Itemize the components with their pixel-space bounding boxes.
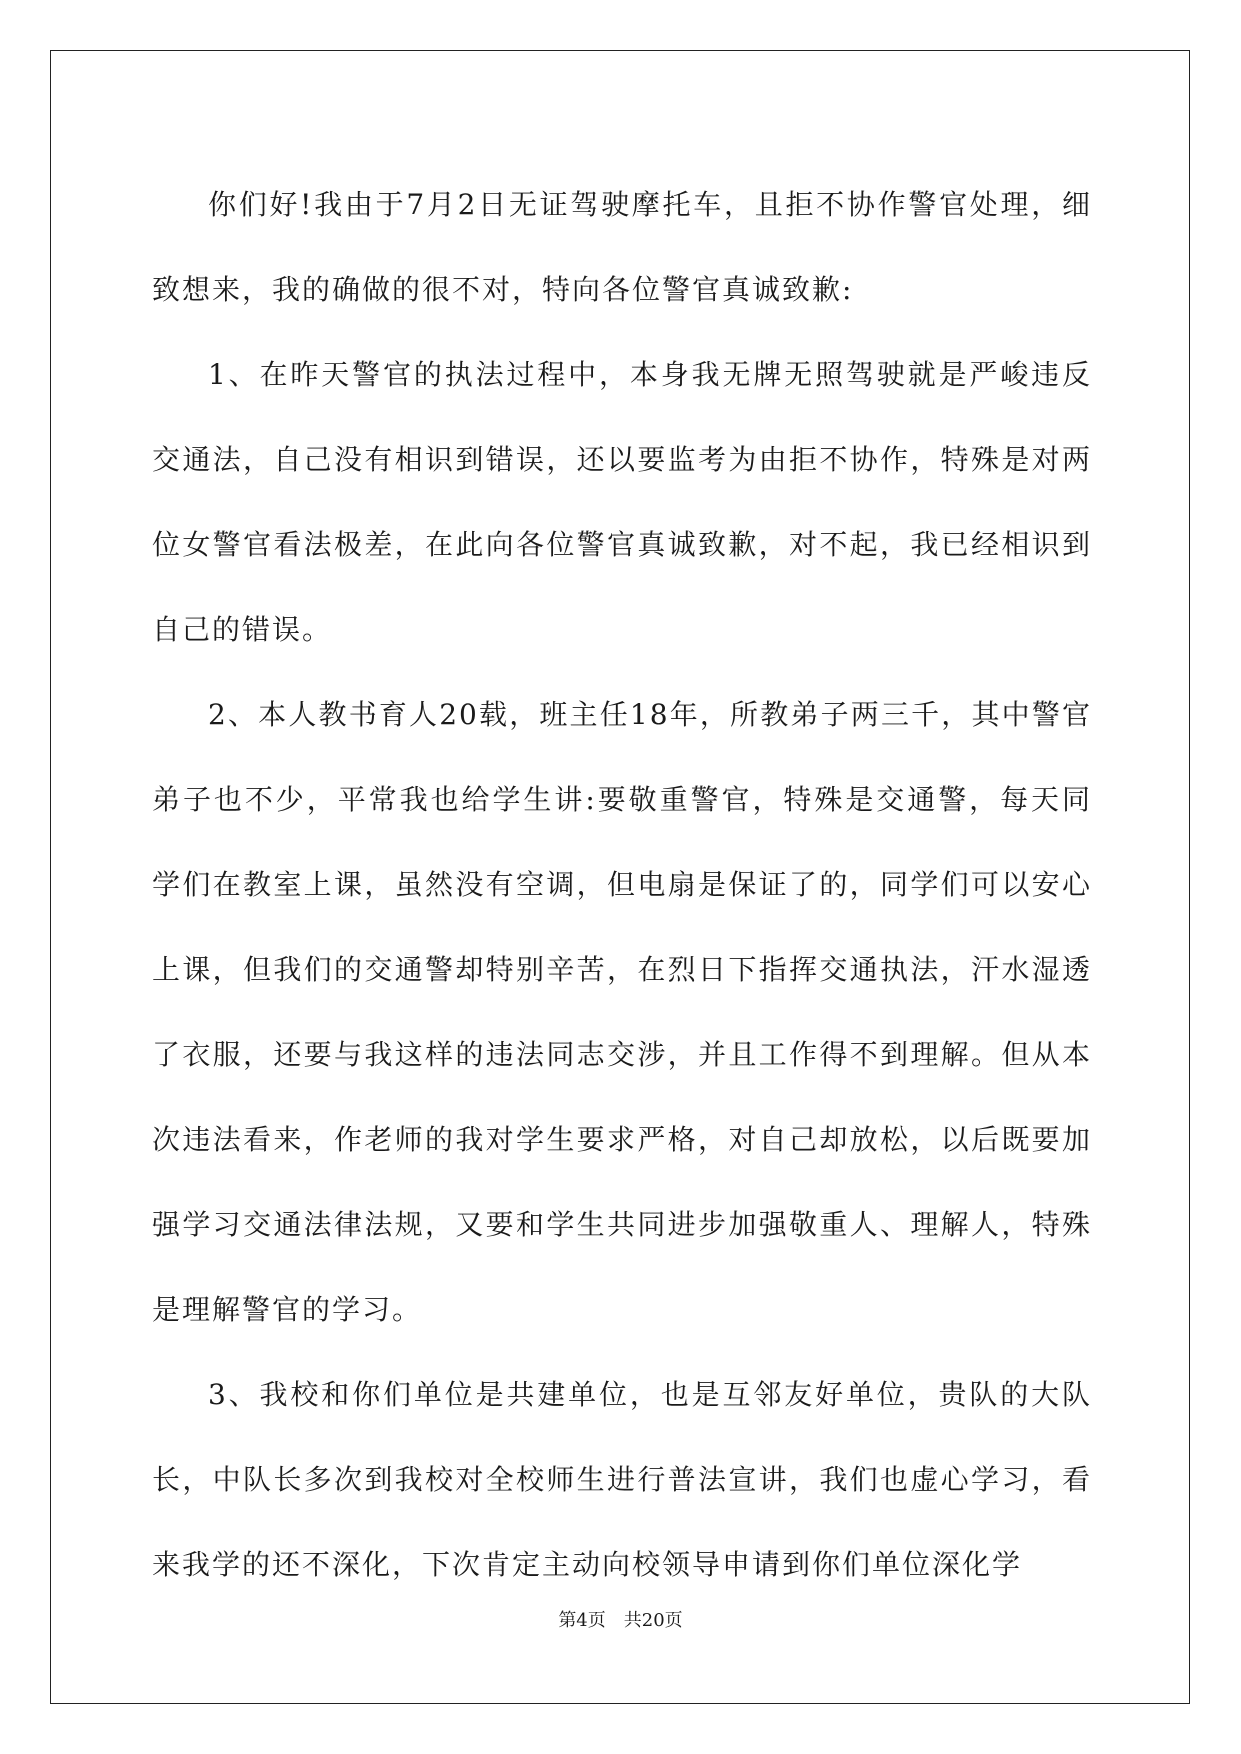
document-body [152, 162, 1092, 1607]
paragraph-point-1: 1、在昨天警官的执法过程中，本身我无牌无照驾驶就是严峻违反交通法，自己没有相识到错误，还以要监考为由拒不协作，特殊是对两位女警官看法极差，在此向各位警官真诚致歉，对不起，我已经相识到自己的错误。 [152, 358, 1092, 646]
paragraph-point-2: 2、本人教书育人20载，班主任18年，所教弟子两三千，其中警官弟子也不少，平常我也给学生讲:要敬重警官，特殊是交通警，每天同学们在教室上课，虽然没有空调，但电扇是保证了的，同学们可以安心上课，但我们的交通警却特别辛苦，在烈日下指挥交通执法，汗水湿透了衣服，还要与我这样的违法同志交涉，并且工作得不到理解。但从本次违法看来，作老师的我对学生要求严格，对自己却放松，以后既要加强学习交通法律法规，又要和学生共同进步加强敬重人、理解人，特殊是理解警官的学习。 [152, 698, 1092, 1326]
page-number: 第4页 共20页 [558, 1610, 683, 1631]
paragraph-point-3: 3、我校和你们单位是共建单位，也是互邻友好单位，贵队的大队长，中队长多次到我校对全校师生进行普法宣讲，我们也虚心学习，看来我学的还不深化，下次肯定主动向校领导申请到你们单位深化学 [152, 1378, 1092, 1581]
paragraph-greeting: 你们好!我由于7月2日无证驾驶摩托车，且拒不协作警官处理，细致想来，我的确做的很不对，特向各位警官真诚致歉: [152, 188, 1092, 306]
